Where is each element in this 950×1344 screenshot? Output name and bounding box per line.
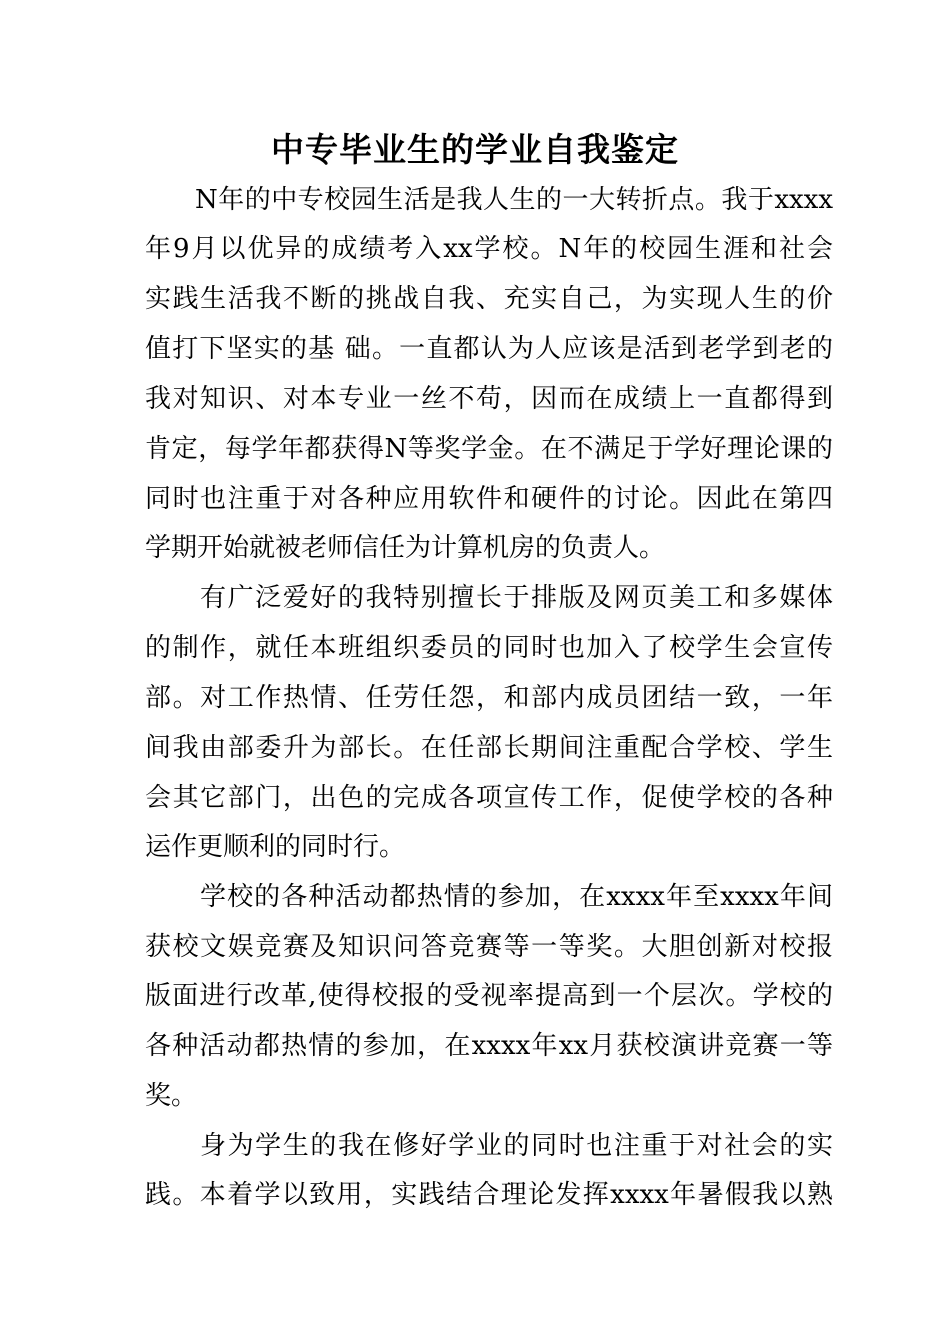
text-line: 肯定，每学年都获得N等奖学金。在不满足于学好理论课的 [145,434,833,464]
text-line: 值打下坚实的基 础。一直都认为人应该是活到老学到老的 [145,334,833,364]
text-line: 学校的各种活动都热情的参加，在xxxx年至xxxx年间 [200,882,833,912]
text-line: 的制作，就任本班组织委员的同时也加入了校学生会宣传 [145,633,833,663]
text-line: 部。对工作热情、任劳任怨，和部内成员团结一致，一年 [145,683,833,713]
text-line: 运作更顺利的同时行。 [145,832,406,862]
text-line: 会其它部门，出色的完成各项宣传工作，促使学校的各种 [145,783,833,813]
text-line: 间我由部委升为部长。在任部长期间注重配合学校、学生 [145,733,833,763]
text-line: 实践生活我不断的挑战自我、充实自己，为实现人生的价 [145,284,833,314]
text-line: N年的中专校园生活是我人生的一大转折点。我于xxxx [195,185,833,215]
text-line: 学期开始就被老师信任为计算机房的负责人。 [145,533,666,563]
text-line: 我对知识、对本专业一丝不苟，因而在成绩上一直都得到 [145,384,833,414]
text-line: 践。本着学以致用，实践结合理论发挥xxxx年暑假我以熟 [145,1180,833,1210]
text-line: 年9月以优异的成绩考入xx学校。N年的校园生涯和社会 [145,234,833,264]
text-line: 身为学生的我在修好学业的同时也注重于对社会的实 [200,1131,833,1161]
document-title: 中专毕业生的学业自我鉴定 [271,130,679,169]
text-line: 各种活动都热情的参加，在xxxx年xx月获校演讲竞赛一等 [145,1031,833,1061]
text-line: 奖。 [145,1081,198,1111]
text-line: 获校文娱竞赛及知识问答竞赛等一等奖。大胆创新对校报 [145,932,833,962]
text-line: 有广泛爱好的我特别擅长于排版及网页美工和多媒体 [200,583,833,613]
text-line: 同时也注重于对各种应用软件和硬件的讨论。因此在第四 [145,484,833,514]
text-line: 版面进行改革,使得校报的受视率提高到一个层次。学校的 [145,981,833,1011]
